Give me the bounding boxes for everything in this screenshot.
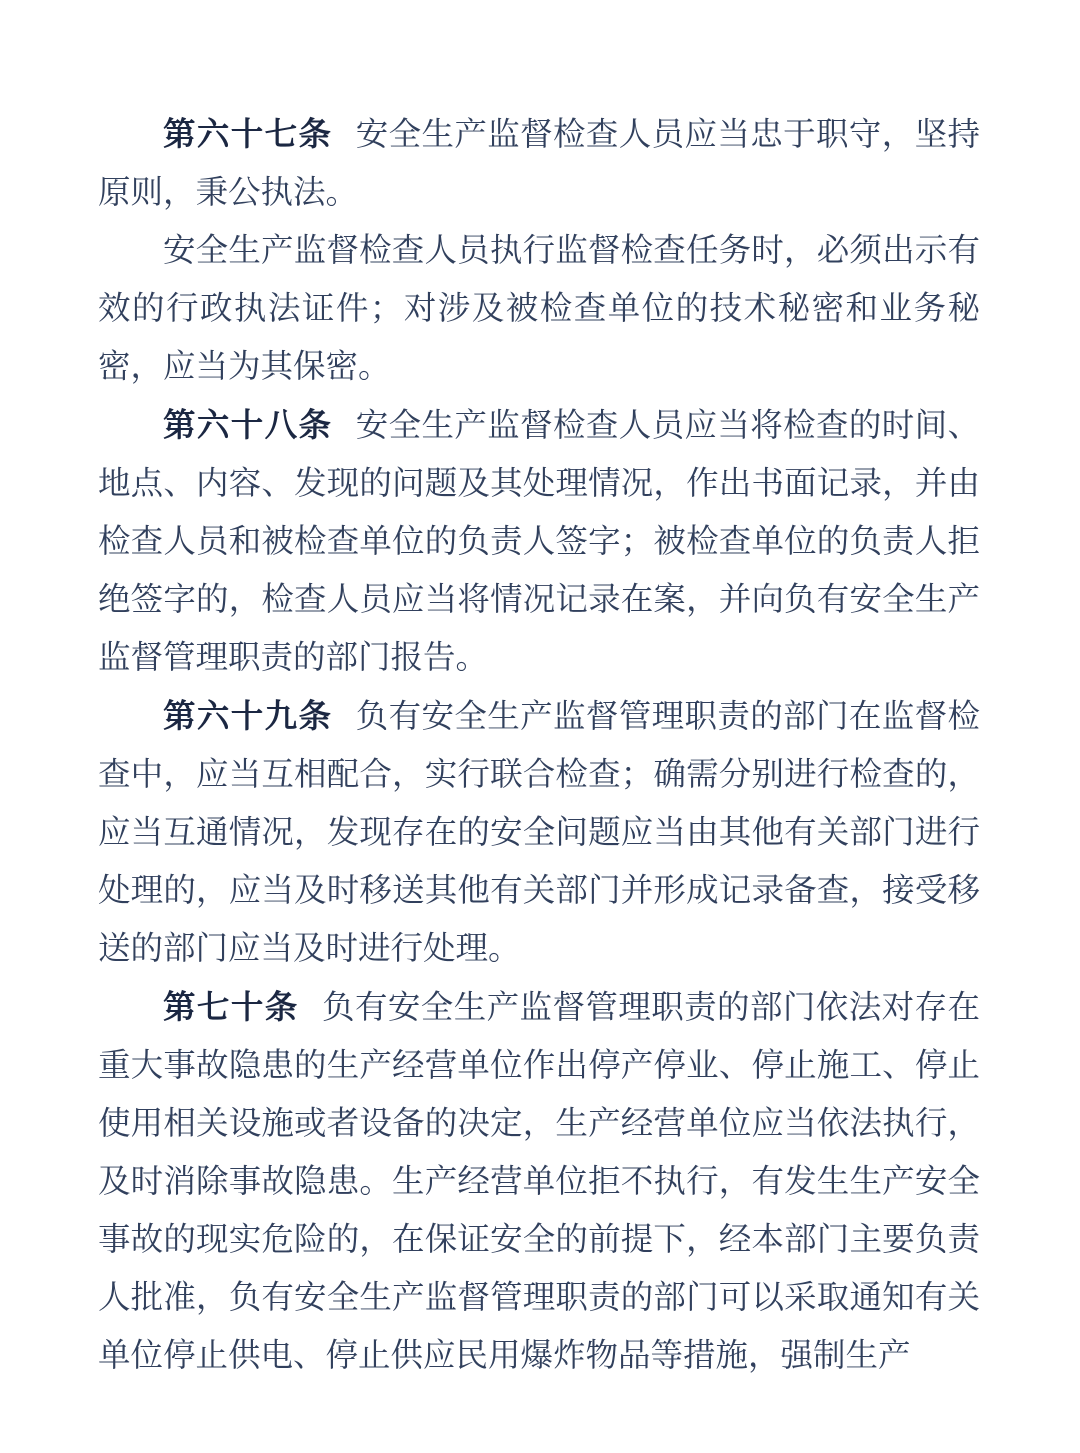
article-67-paragraph-2 [98,222,980,396]
article-67-paragraph-2-text: 安全生产监督检查人员执行监督检查任务时，必须出示有效的行政执法证件；对涉及被检查单位的技术秘密和业务秘密，应当为其保密。 [98,233,980,385]
article-67-paragraph-1-text: 安全生产监督检查人员应当忠于职守，坚持原则，秉公执法。 [98,117,980,211]
article-67-paragraph-1 [98,105,980,222]
article-70-number: 第七十条 [163,989,299,1025]
article-69-paragraph-text: 负有安全生产监督管理职责的部门在监督检查中，应当互相配合，实行联合检查；确需分别进行检查的，应当互通情况，发现存在的安全问题应当由其他有关部门进行处理的，应当及时移送其他有关部门并形成记录备查，接受移送的部门应当及时进行处理。 [98,699,980,967]
article-69-number: 第六十九条 [163,698,333,734]
article-67-number: 第六十七条 [163,116,333,152]
law-text-block [98,105,980,1385]
article-68-paragraph [98,396,980,687]
article-68-number: 第六十八条 [163,407,333,443]
article-69-paragraph [98,687,980,978]
article-68-paragraph-text: 安全生产监督检查人员应当将检查的时间、地点、内容、发现的问题及其处理情况，作出书面记录，并由检查人员和被检查单位的负责人签字；被检查单位的负责人拒绝签字的，检查人员应当将情况记录在案，并向负有安全生产监督管理职责的部门报告。 [98,408,980,676]
article-70-paragraph-text: 负有安全生产监督管理职责的部门依法对存在重大事故隐患的生产经营单位作出停产停业、停止施工、停止使用相关设施或者设备的决定，生产经营单位应当依法执行，及时消除事故隐患。生产经营单位拒不执行，有发生生产安全事故的现实危险的，在保证安全的前提下，经本部门主要负责人批准，负有安全生产监督管理职责的部门可以采取通知有关单位停止供电、停止供应民用爆炸物品等措施，强制生产 [98,990,980,1374]
article-70-paragraph [98,978,980,1385]
